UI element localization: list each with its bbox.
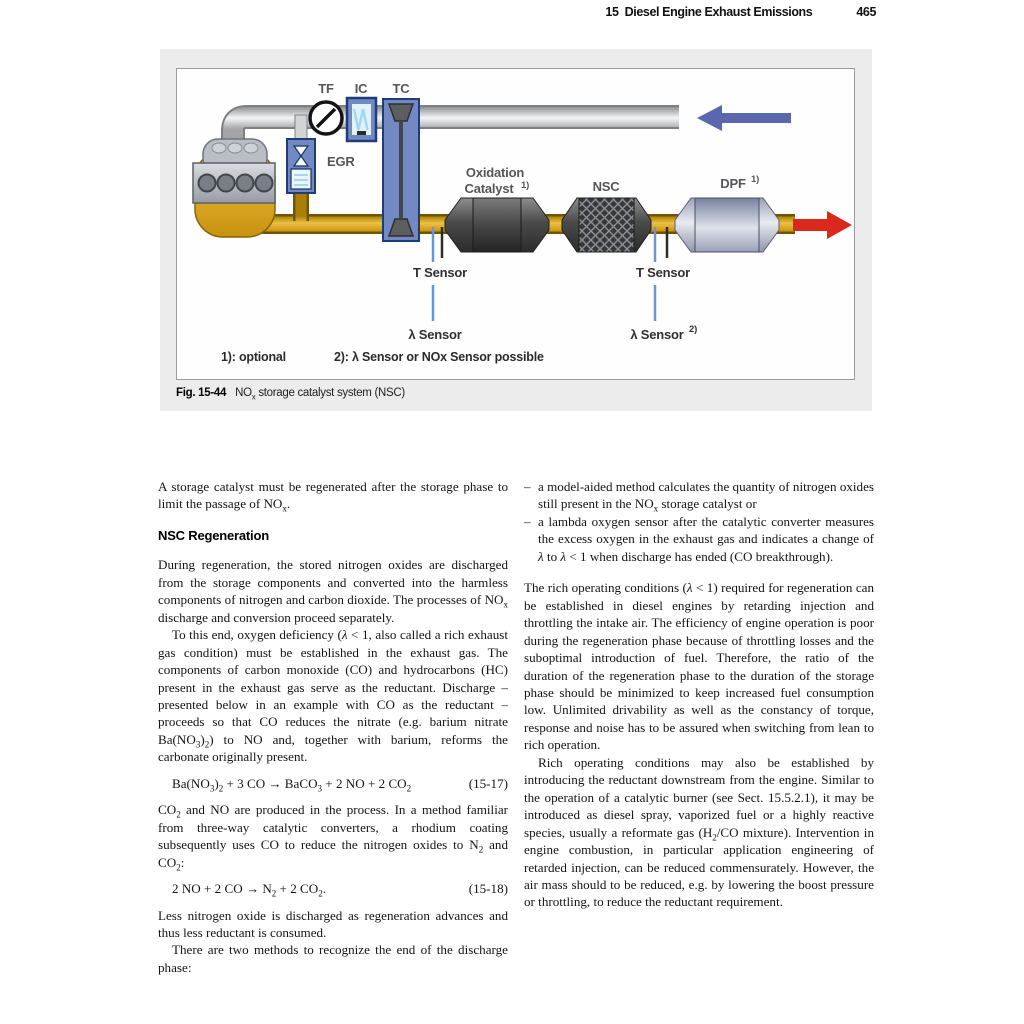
- label-oxidation-line2: Catalyst: [464, 181, 514, 196]
- label-ic: IC: [354, 81, 368, 96]
- dash-marker: –: [524, 513, 531, 529]
- list-item-text: a lambda oxygen sensor after the catalytic converter measures the excess oxygen in the exhaust gas and indicates a change of λ to λ < 1 when discharge has ended (CO breakthrough).: [538, 513, 874, 564]
- engine: [193, 139, 275, 237]
- paragraph-intro: A storage catalyst must be regenerated after the storage phase to limit the passage of $NO_x$.: [158, 479, 508, 515]
- page-header: [0, 5, 876, 19]
- figure-caption: [176, 387, 405, 402]
- figure-caption-text: $NO_x$ storage catalyst system (NSC): [235, 387, 405, 402]
- label-lambda-sensor-sup: 2): [689, 324, 698, 335]
- figure-15-44: [160, 49, 872, 411]
- dash-list: [524, 478, 874, 565]
- paragraph: During regeneration, the stored nitrogen oxides are discharged from the storage components and converted into the harmless components of nitrogen and carbon dioxide. The processes of $NO_x$ discharge and conversion proceed separately.: [158, 557, 508, 625]
- intake-air-arrow: [697, 105, 791, 131]
- label-dpf: DPF: [720, 176, 746, 191]
- throttle-flap: [310, 102, 342, 134]
- nsc-catalyst: [562, 198, 651, 252]
- label-lambda-sensor-1: λ Sensor: [408, 327, 462, 342]
- figure-panel: [176, 68, 855, 380]
- label-tc: TC: [392, 81, 410, 96]
- right-column: [524, 478, 874, 976]
- paragraph: Less nitrogen oxide is discharged as regeneration advances and thus less reductant is consumed.: [158, 907, 508, 940]
- equation-number: (15-18): [468, 881, 508, 897]
- list-item: [524, 513, 874, 565]
- list-item: [524, 478, 874, 513]
- turbocharger: [383, 99, 419, 241]
- paragraph: The rich operating conditions (λ < 1) required for regeneration can be established in diesel engines by retarding injection and throttling the intake air. The efficiency of engine operation is poor during the regeneration phase because of throttling losses and the suboptimal introduction of fuel. Therefore, the ratio of the duration of the regeneration phase to the duration of the storage phase should be minimized to keep increased fuel consumption low. Unlimited drivability as well as the constancy of torque, response and noise has to be assured when switching from lean to rich operation.: [524, 580, 874, 753]
- label-tf: TF: [318, 81, 334, 96]
- label-egr: EGR: [327, 154, 355, 169]
- label-oxidation-line1: Oxidation: [465, 165, 525, 180]
- equation-15-18: [158, 880, 508, 897]
- dash-marker: –: [524, 479, 531, 494]
- equation-number: (15-17): [468, 775, 508, 791]
- left-column: [158, 478, 508, 976]
- label-oxidation-sup: 1): [521, 180, 530, 191]
- body-text: [158, 478, 874, 976]
- intercooler: [347, 98, 376, 141]
- footnote-optional: 1): optional: [221, 350, 286, 364]
- exhaust-out-arrow: [793, 211, 852, 239]
- equation-15-17: [158, 775, 508, 792]
- section-heading: NSC Regeneration: [158, 527, 269, 543]
- equation-formula: $Ba(NO_3)_2 + 3$ CO → BaCO$_3$ + 2 NO + 2 $CO_2$: [172, 775, 412, 794]
- page-number: 465: [856, 5, 876, 19]
- paragraph: To this end, oxygen deficiency (λ < 1, also called a rich exhaust gas condition) must be established in the exhaust gas. The components of carbon monoxide (CO) and hydrocarbons (HC) present in the exhaust gas serve as the reductant. Discharge – presented below in an example with CO as the reductant – proceeds so that CO reduces the nitrate (e.g. barium nitrate $Ba(NO_3)_2$) to NO and, together with barium, reforms the carbonate originally present.: [158, 627, 508, 765]
- list-item-text: a model-aided method calculates the quantity of nitrogen oxides still present in the $NO_x$ storage catalyst or: [538, 479, 874, 515]
- equation-formula: 2 NO + 2 CO → $N_2 + 2$ $CO_2$.: [172, 881, 327, 899]
- figure-caption-label: Fig. 15-44: [176, 387, 227, 399]
- label-lambda-sensor-2: λ Sensor: [630, 327, 684, 342]
- egr-valve: [287, 139, 315, 193]
- footnote-sensor: 2): λ Sensor or NOx Sensor possible: [334, 350, 544, 364]
- oxidation-catalyst: [445, 198, 549, 252]
- paragraph: There are two methods to recognize the end of the discharge phase:: [158, 942, 508, 975]
- running-head: 15 Diesel Engine Exhaust Emissions: [605, 5, 813, 19]
- dpf-filter: [675, 198, 779, 252]
- paragraph: Rich operating conditions may also be established by introducing the reductant downstream from the engine. Similar to the operation of a catalytic burner (see Sect. 15.5.2.1), it may be introduced as diesel spray, vaporized fuel or a highly reactive species, usually a reformate gas ($H_2/CO$ mixture). Intervention in engine combustion, in particular application engineering of retarded injection, can be reduced commensurately. However, the air mass should to be reduced, e.g. by lowering the boost pressure or throttling, to reduce the reductant requirement.: [524, 754, 874, 910]
- label-dpf-sup: 1): [751, 174, 760, 185]
- label-t-sensor-1: T Sensor: [412, 265, 468, 280]
- label-t-sensor-2: T Sensor: [635, 265, 691, 280]
- nsc-system-diagram: [177, 69, 854, 379]
- paragraph: $CO_2$ and NO are produced in the process. In a method familiar from three-way catalytic converters, a rhodium coating subsequently uses CO to reduce the nitrogen oxides to $N_2$ and $CO_2$:: [158, 802, 508, 873]
- label-nsc: NSC: [592, 179, 620, 194]
